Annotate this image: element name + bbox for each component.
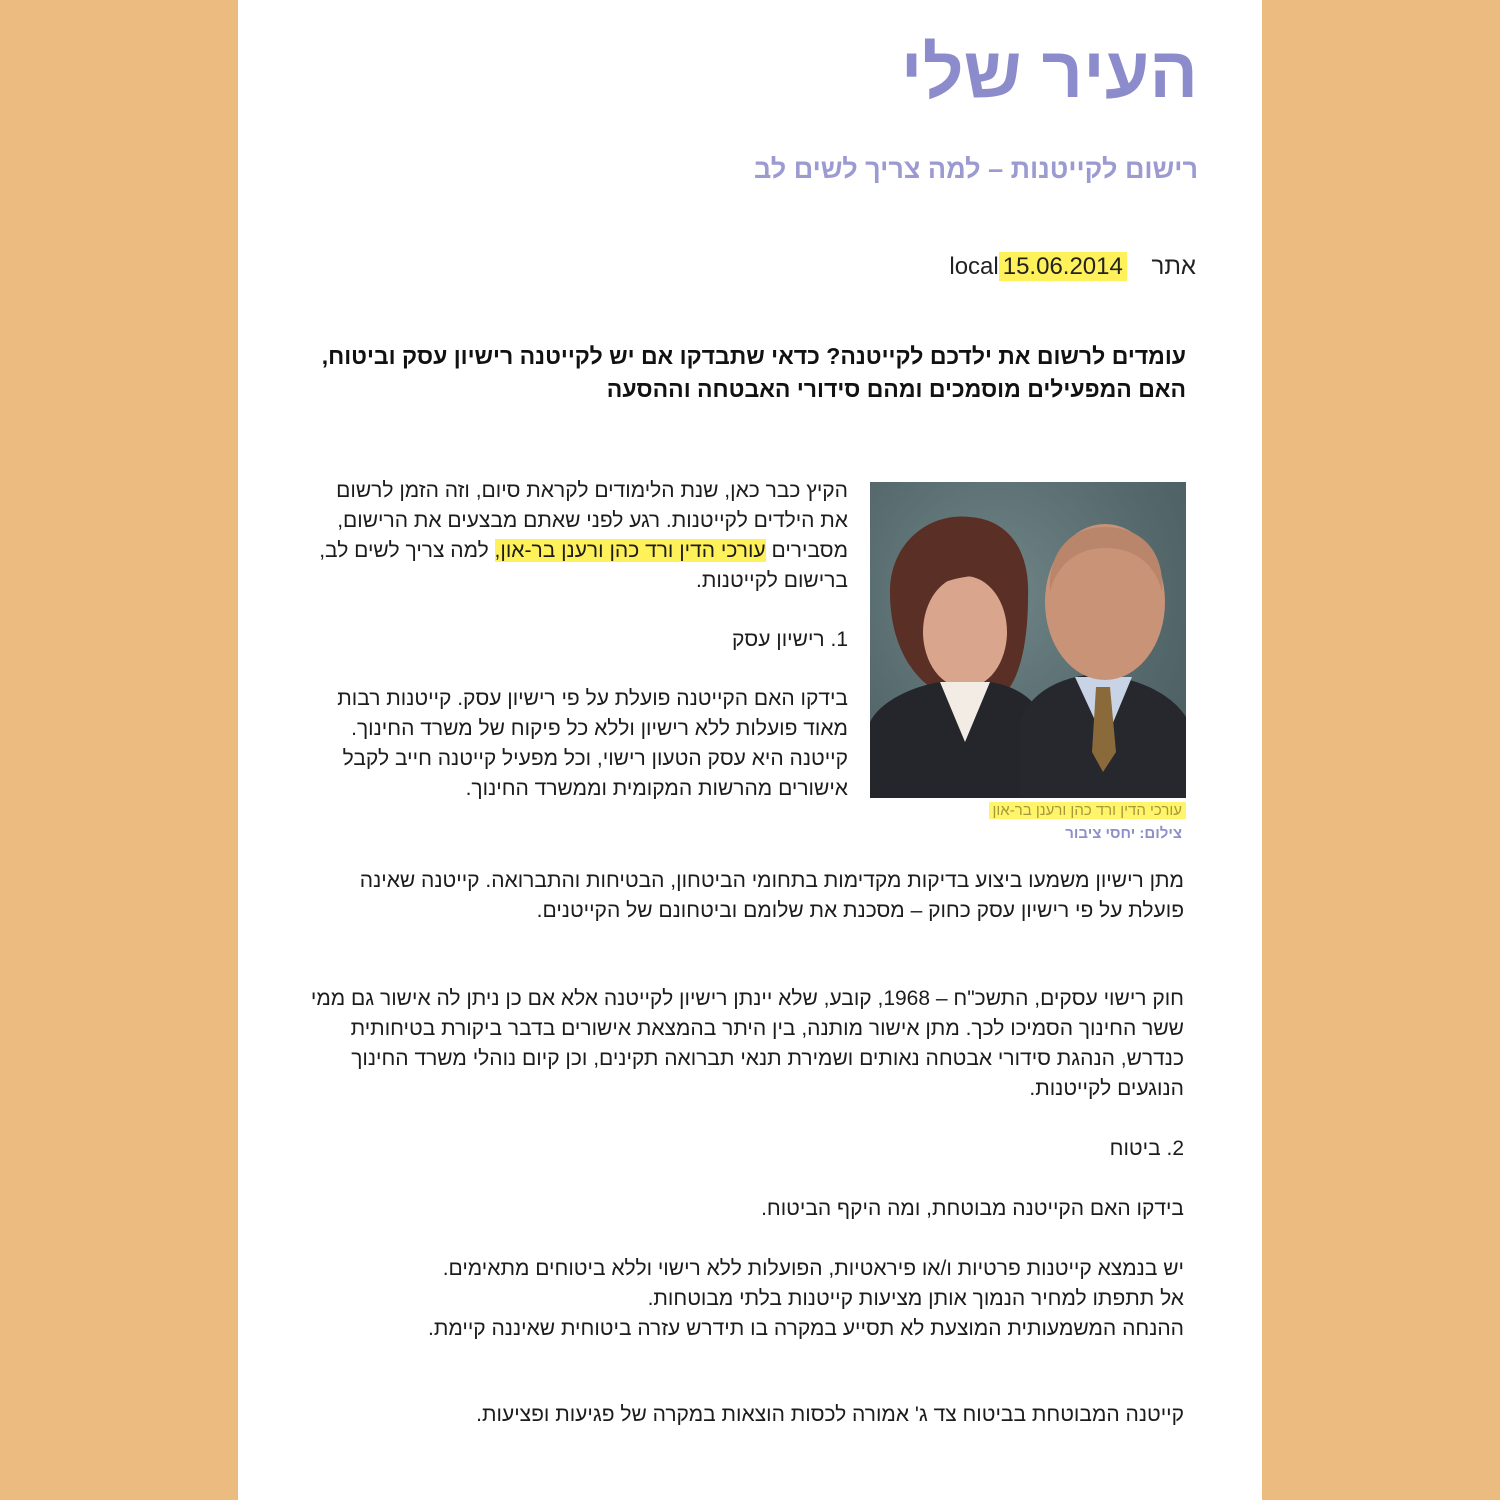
publish-date: 15.06.2014	[999, 252, 1127, 281]
site-title: העיר שלי	[900, 33, 1198, 113]
photo-credit: צילום: יחסי ציבור	[1065, 825, 1182, 842]
photo-caption: עורכי הדין ורד כהן ורענן בר-און	[989, 802, 1186, 820]
source-line	[949, 250, 1196, 284]
insurance-paragraph-3: קייטנה המבוטחת בביטוח צד ג' אמורה לכסות הוצאות במקרה של פגיעות ופציעות.	[476, 1403, 1184, 1426]
intro-paragraph: הקיץ כבר כאן, שנת הלימודים לקראת סיום, וזה הזמן לרשום את הילדים לקייטנות. רגע לפני שאתם מבצעים את הרישום, מסבירים עורכי הדין ורד כהן ורענן בר-און, למה צריך לשים לב, ברישום לקייטנות.	[319, 479, 848, 592]
license-paragraph-2: מתן רישיון משמעו ביצוע בדיקות מקדימות בתחומי הביטחון, הבטיחות והתברואה. קייטנה שאינה פועלת על פי רישיון עסק כחוק – מסכנת את שלומם וביטחונם של הקייטנים.	[359, 869, 1184, 922]
section-heading-license: 1. רישיון עסק	[732, 628, 848, 651]
lead-paragraph: עומדים לרשום את ילדכם לקייטנה? כדאי שתבדקו אם יש לקייטנה רישיון עסק וביטוח, האם המפעילים מוסמכים ומהם סידורי האבטחה וההסעה	[321, 343, 1186, 402]
source-label: אתר local	[949, 253, 1196, 280]
section-heading-insurance: 2. ביטוח	[1109, 1137, 1184, 1160]
lawyers-photo	[870, 482, 1186, 798]
article-subtitle: רישום לקייטנות – למה צריך לשים לב	[754, 154, 1198, 184]
article-page	[238, 0, 1262, 1500]
lawyers-names-highlight: עורכי הדין ורד כהן ורענן בר-און,	[494, 539, 766, 562]
insurance-paragraph-1: בידקו האם הקייטנה מבוטחת, ומה היקף הביטוח.	[761, 1197, 1184, 1220]
license-paragraph-3: חוק רישוי עסקים, התשכ"ח – 1968, קובע, שלא יינתן רישיון לקייטנה אלא אם כן ניתן לה אישור גם ממי ששר החינוך הסמיכו לכך. מתן אישור מותנה, בין היתר בהמצאת אישורים בדבר ביקורת בטיחותית כנדרש, הנהגת סידורי אבטחה נאותים ושמירת תנאי תברואה תקינים, וכן קיום נוהלי משרד החינוך הנוגעים לקייטנות.	[310, 987, 1184, 1100]
portrait-illustration	[870, 482, 1186, 798]
insurance-paragraph-2: יש בנמצא קייטנות פרטיות ו/או פיראטיות, הפועלות ללא רישוי וללא ביטוחים מתאימים. אל תתפתו למחיר הנמוך אותן מציעות קייטנות בלתי מבוטחות. ההנחה המשמעותית המוצעת לא תסייע במקרה בו תידרש עזרה ביטוחית שאיננה קיימת.	[428, 1257, 1184, 1340]
license-paragraph-1: בידקו האם הקייטנה פועלת על פי רישיון עסק. קייטנות רבות מאוד פועלות ללא רישיון וללא כל פיקוח של משרד החינוך. קייטנה היא עסק הטעון רישוי, וכל מפעיל קייטנה חייב לקבל אישורים מהרשות המקומית וממשרד החינוך.	[337, 687, 848, 800]
